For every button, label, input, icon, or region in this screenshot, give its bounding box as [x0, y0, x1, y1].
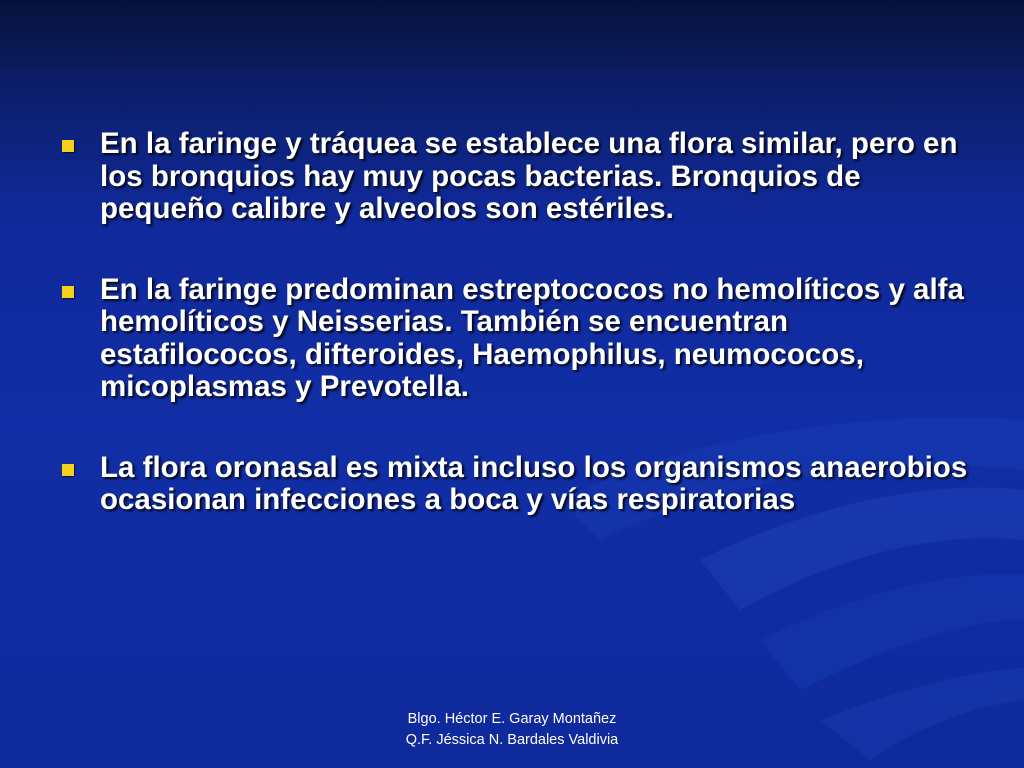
bullet-list — [62, 128, 982, 565]
footer-credits — [360, 709, 664, 751]
bullet-text: En la faringe predominan estreptococos no hemolíticos y alfa hemolíticos y Neisserias. También se encuentran estafilococos, difteroides, Haemophilus, neumococos, micoplasmas y Prevotella. — [100, 272, 964, 403]
yellow-square-bullet-icon — [62, 286, 74, 298]
footer-author-line-2: Q.F. Jéssica N. Bardales Valdivia — [405, 732, 619, 748]
bullet-text: En la faringe y tráquea se establece una flora similar, pero en los bronquios hay muy pocas bacterias. Bronquios de pequeño calibre y alveolos son estériles. — [100, 127, 958, 225]
bullet-item — [62, 452, 982, 517]
bullet-item — [62, 128, 982, 226]
bullet-item — [62, 274, 982, 404]
footer-author-line-1: Blgo. Héctor E. Garay Montañez — [407, 711, 617, 727]
yellow-square-bullet-icon — [62, 140, 74, 152]
bullet-text: La flora oronasal es mixta incluso los organismos anaerobios ocasionan infecciones a boca y vías respiratorias — [100, 450, 968, 516]
yellow-square-bullet-icon — [62, 464, 74, 476]
